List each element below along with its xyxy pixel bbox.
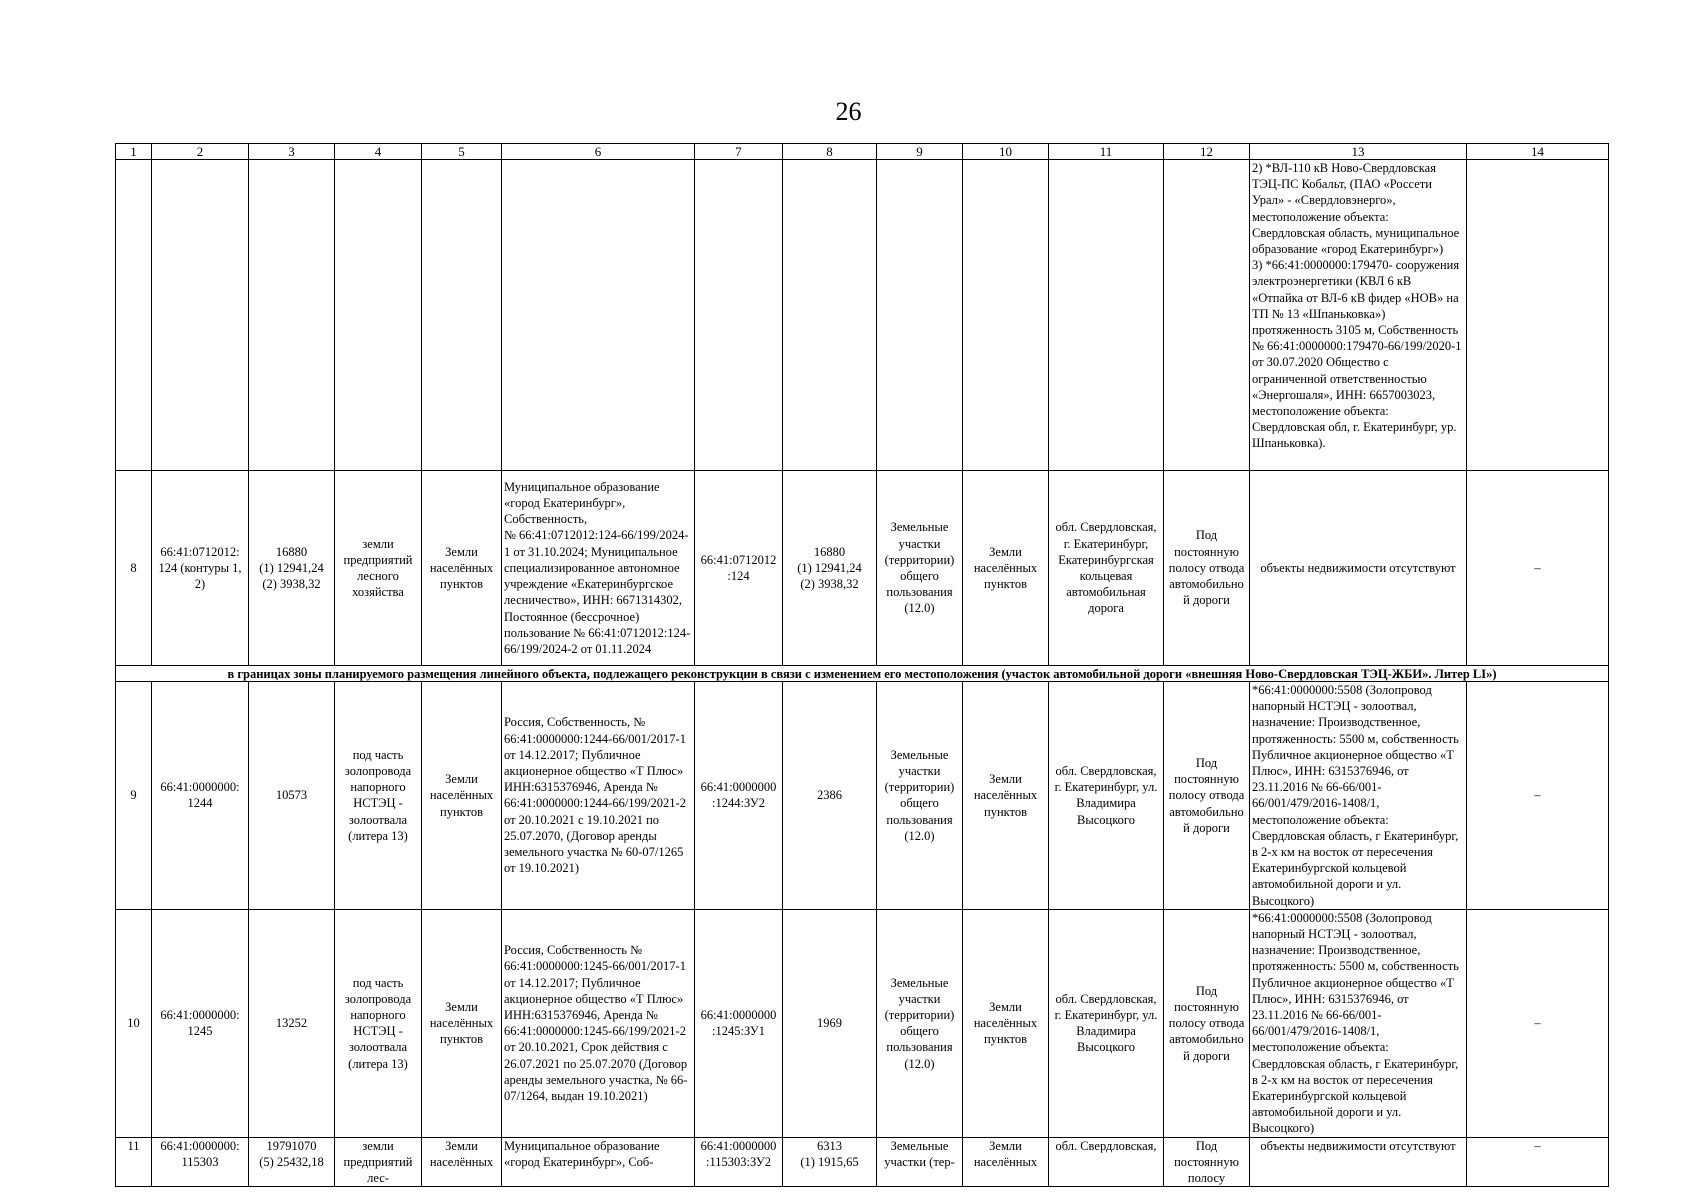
column-number: 8	[783, 144, 877, 160]
row-number-cell: 9	[116, 682, 152, 910]
new-land-category-cell: Земли населённых пунктов	[963, 471, 1049, 666]
encumbrance-objects-cell: *66:41:0000000:5508 (Золопровод напорный НСТЭЦ - золоотвал, назначение: Производственное, протяженность: 5500 м, собственность Публичное акционерное общество «Т Плюс», ИНН: 6315376946, от 23.11.2016 № 66-66/001-66/001/479/2016-1408/1, местоположение объекта: Свердловская область, г Екатеринбург, в 2-х км на восток от пересечения Екатеринбургской кольцевой автомобильной дороги и ул. Высоцкого)	[1250, 682, 1467, 910]
column-number: 7	[695, 144, 783, 160]
new-permitted-use-cell: Земельные участки (территории) общего пользования (12.0)	[877, 682, 963, 910]
section-header-row	[116, 666, 1609, 682]
column-number: 5	[422, 144, 502, 160]
column-number: 4	[335, 144, 422, 160]
column-number: 14	[1467, 144, 1609, 160]
new-plot-number-cell: 66:41:0712012 :124	[695, 471, 783, 666]
encumbrance-objects-cell: объекты недвижимости отсутствуют	[1250, 1137, 1467, 1187]
row-number-cell: 8	[116, 471, 152, 666]
column-number: 12	[1164, 144, 1250, 160]
rights-holder-cell: Муниципальное образование «город Екатеринбург», Собственность, № 66:41:0712012:124-66/199/2024-1 от 31.10.2024; Муниципальное специализированное автономное учреждение «Екатеринбургское лесничество», ИНН: 6671314302, Постоянное (бессрочное) пользование № 66:41:0712012:124-66/199/2024-2 от 01.11.2024	[502, 471, 695, 666]
row-number-cell: 11	[116, 1137, 152, 1187]
permitted-use-cell: под часть золопровода напорного НСТЭЦ - золоотвала (литера 13)	[335, 682, 422, 910]
land-category-cell: Земли населённых пунктов	[422, 471, 502, 666]
new-land-category-cell: Земли населённых пунктов	[963, 909, 1049, 1137]
cadastral-number-cell: 66:41:0712012: 124 (контуры 1, 2)	[152, 471, 249, 666]
column-number-row	[116, 144, 1609, 160]
note-cell: –	[1467, 682, 1609, 910]
cadastral-number-cell: 66:41:0000000: 1245	[152, 909, 249, 1137]
new-plot-area-cell: 16880 (1) 12941,24 (2) 3938,32	[783, 471, 877, 666]
new-plot-number-cell: 66:41:0000000 :1244:ЗУ2	[695, 682, 783, 910]
table-row	[116, 471, 1609, 666]
page-number: 26	[835, 97, 862, 126]
new-land-category-cell: Земли населённых	[963, 1137, 1049, 1187]
row-number-cell: 10	[116, 909, 152, 1137]
cadastral-number-cell: 66:41:0000000: 115303	[152, 1137, 249, 1187]
column-number: 13	[1250, 144, 1467, 160]
note-cell: –	[1467, 471, 1609, 666]
area-cell: 13252	[249, 909, 335, 1137]
cadastral-number-cell: 66:41:0000000: 1244	[152, 682, 249, 910]
permitted-use-cell: земли предприятий лесного хозяйства	[335, 471, 422, 666]
encumbrance-objects-cell: *66:41:0000000:5508 (Золопровод напорный НСТЭЦ - золоотвал, назначение: Производственное, протяженность: 5500 м, собственность Публичное акционерное общество «Т Плюс», ИНН: 6315376946, от 23.11.2016 № 66-66/001-66/001/479/2016-1408/1, местоположение объекта: Свердловская область, г Екатеринбург, в 2-х км на восток от пересечения Екатеринбургской кольцевой автомобильной дороги и ул. Высоцкого)	[1250, 909, 1467, 1137]
permitted-use-cell: земли предприятий лес-	[335, 1137, 422, 1187]
land-category-cell: Земли населённых пунктов	[422, 909, 502, 1137]
table-row	[116, 682, 1609, 910]
purpose-cell: Под постоянную полосу	[1164, 1137, 1250, 1187]
location-cell: обл. Свердловская, г. Екатеринбург, ул. Владимира Высоцкого	[1049, 682, 1164, 910]
encumbrance-objects-cell: объекты недвижимости отсутствуют	[1250, 471, 1467, 666]
location-cell: обл. Свердловская, г. Екатеринбург, Екатеринбургская кольцевая автомобильная дорога	[1049, 471, 1164, 666]
purpose-cell: Под постоянную полосу отвода автомобильной дороги	[1164, 909, 1250, 1137]
table-row	[116, 1137, 1609, 1187]
column-number: 3	[249, 144, 335, 160]
column-number: 6	[502, 144, 695, 160]
location-cell: обл. Свердловская,	[1049, 1137, 1164, 1187]
table-row-continuation	[116, 160, 1609, 471]
column-number: 9	[877, 144, 963, 160]
purpose-cell: Под постоянную полосу отвода автомобильной дороги	[1164, 682, 1250, 910]
area-cell: 10573	[249, 682, 335, 910]
encumbrance-objects-cell: 2) *ВЛ-110 кВ Ново-Свердловская ТЭЦ-ПС Кобальт, (ПАО «Россети Урал» - «Свердловэнерго», местоположение объекта: Свердловская область, муниципальное образование «город Екатеринбург») 3) *66:41:0000000:179470- сооружения электроэнергетики (КВЛ 6 кВ «Отпайка от ВЛ-6 кВ фидер «НОВ» на ТП № 13 «Шпаньковка») протяженность 3105 м, Собственность № 66:41:0000000:179470-66/199/2020-1 от 30.07.2020 Общество с ограниченной ответственностью «Энергошаля», ИНН: 6657003023, местоположение объекта: Свердловская обл, г. Екатеринбург, ур. Шпаньковка).	[1250, 160, 1467, 471]
location-cell: обл. Свердловская, г. Екатеринбург, ул. Владимира Высоцкого	[1049, 909, 1164, 1137]
new-permitted-use-cell: Земельные участки (тер-	[877, 1137, 963, 1187]
section-header: в границах зоны планируемого размещения линейного объекта, подлежащего реконструкции в связи с изменением его местоположения (участок автомобильной дороги «внешняя Ново-Свердловская ТЭЦ-ЖБИ». Литер LI»)	[116, 666, 1609, 682]
column-number: 2	[152, 144, 249, 160]
land-plots-table	[115, 143, 1609, 1187]
land-category-cell: Земли населённых пунктов	[422, 682, 502, 910]
column-number: 10	[963, 144, 1049, 160]
table-row	[116, 909, 1609, 1137]
note-cell: –	[1467, 909, 1609, 1137]
purpose-cell: Под постоянную полосу отвода автомобильной дороги	[1164, 471, 1250, 666]
new-plot-area-cell: 6313 (1) 1915,65	[783, 1137, 877, 1187]
note-cell: –	[1467, 1137, 1609, 1187]
new-plot-number-cell: 66:41:0000000 :115303:ЗУ2	[695, 1137, 783, 1187]
new-permitted-use-cell: Земельные участки (территории) общего пользования (12.0)	[877, 471, 963, 666]
area-cell: 16880 (1) 12941,24 (2) 3938,32	[249, 471, 335, 666]
new-permitted-use-cell: Земельные участки (территории) общего пользования (12.0)	[877, 909, 963, 1137]
column-number: 11	[1049, 144, 1164, 160]
permitted-use-cell: под часть золопровода напорного НСТЭЦ - золоотвала (литера 13)	[335, 909, 422, 1137]
land-category-cell: Земли населённых	[422, 1137, 502, 1187]
rights-holder-cell: Муниципальное образование «город Екатеринбург», Соб-	[502, 1137, 695, 1187]
column-number: 1	[116, 144, 152, 160]
rights-holder-cell: Россия, Собственность № 66:41:0000000:1245-66/001/2017-1 от 14.12.2017; Публичное акционерное общество «Т Плюс» ИНН:6315376946, Аренда № 66:41:0000000:1245-66/199/2021-2 от 20.10.2021, Срок действия с 26.07.2021 по 25.07.2070 (Договор аренды земельного участка, № 66-07/1264, выдан 19.10.2021)	[502, 909, 695, 1137]
new-plot-area-cell: 2386	[783, 682, 877, 910]
new-plot-number-cell: 66:41:0000000 :1245:ЗУ1	[695, 909, 783, 1137]
rights-holder-cell: Россия, Собственность, № 66:41:0000000:1244-66/001/2017-1 от 14.12.2017; Публичное акционерное общество «Т Плюс» ИНН:6315376946, Аренда № 66:41:0000000:1244-66/199/2021-2 от 20.10.2021 с 19.10.2021 по 25.07.2070, (Договор аренды земельного участка № 60-07/1265 от 19.10.2021)	[502, 682, 695, 910]
area-cell: 19791070 (5) 25432,18	[249, 1137, 335, 1187]
new-plot-area-cell: 1969	[783, 909, 877, 1137]
new-land-category-cell: Земли населённых пунктов	[963, 682, 1049, 910]
